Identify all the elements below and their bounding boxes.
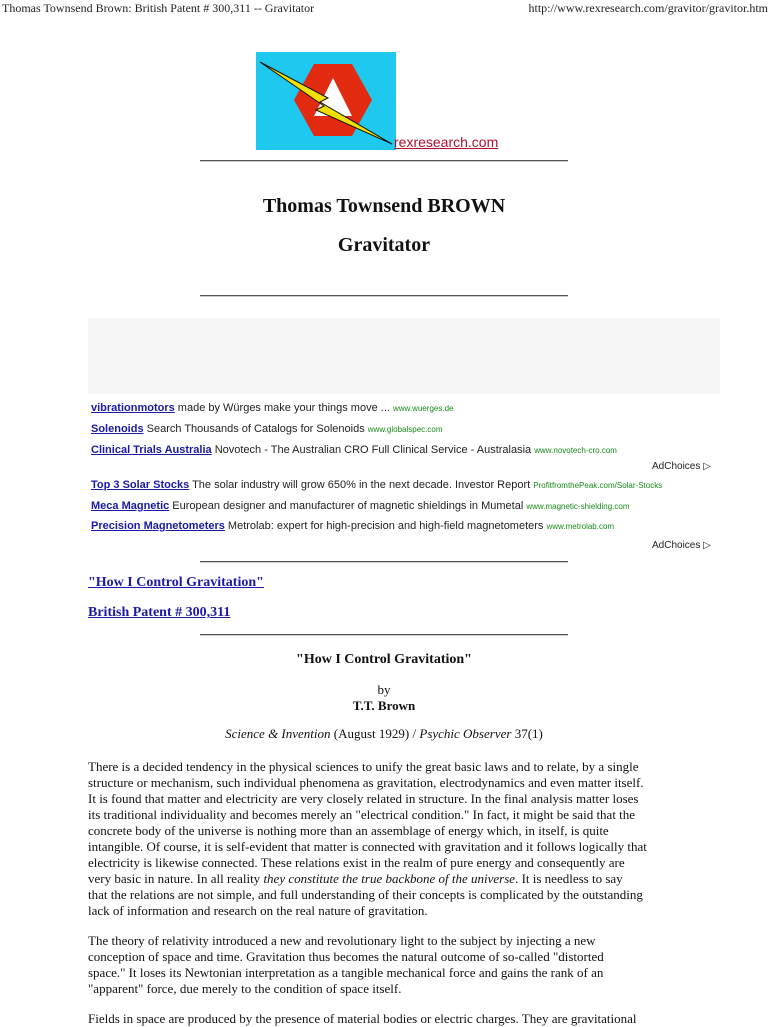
link-how-i-control-gravitation[interactable]: "How I Control Gravitation" xyxy=(88,575,264,590)
text-line: structure or mechanism, such individual phenomena as gravitation, electrodynamics and even matter itself. xyxy=(88,775,644,790)
author-heading: Thomas Townsend BROWN xyxy=(262,195,506,217)
source-date: (August 1929) / xyxy=(330,726,420,741)
text-span: . It is needless to say xyxy=(515,871,623,886)
print-header xyxy=(0,0,768,16)
divider xyxy=(200,561,568,563)
text-line: "apparent" force, due merely to the condition of space itself. xyxy=(88,981,402,996)
article-source xyxy=(0,726,768,742)
article-title: "How I Control Gravitation" xyxy=(296,652,472,667)
text-line: There is a decided tendency in the physical sciences to unify the great basic laws and to relate, by a single xyxy=(88,759,639,774)
ad-item xyxy=(91,500,630,512)
ad-link[interactable]: Precision Magnetometers xyxy=(91,520,225,532)
ad-url[interactable]: www.wuerges.de xyxy=(393,404,454,413)
source-publication: Science & Invention xyxy=(225,726,331,741)
text-line: concrete body of the universe is nothing more than an assemblage of energy which, in itself, is quite xyxy=(88,823,609,838)
ad-text: Search Thousands of Catalogs for Solenoids xyxy=(143,423,365,435)
text-line: The theory of relativity introduced a new and revolutionary light to the subject by injecting a new xyxy=(88,933,596,948)
ad-url[interactable]: www.novotech-cro.com xyxy=(534,446,617,455)
text-line: conception of space and time. Gravitation thus becomes the natural outcome of so-called "distorted xyxy=(88,949,604,964)
divider xyxy=(200,295,568,297)
subject-heading: Gravitator xyxy=(337,234,431,256)
ad-banner xyxy=(88,318,720,394)
logo-text[interactable]: rexresearch.com xyxy=(394,134,499,150)
play-triangle-icon: ▷ xyxy=(703,461,711,472)
adchoices-link[interactable] xyxy=(652,461,711,472)
ad-url[interactable]: www.globalspec.com xyxy=(367,425,443,434)
text-line: It is found that matter and electricity are very closely related in structure. In the final analysis matter loses xyxy=(88,791,639,806)
adchoices-label: AdChoices xyxy=(652,540,701,551)
logo-hexagon-icon xyxy=(256,52,396,150)
ad-link[interactable]: Top 3 Solar Stocks xyxy=(91,479,190,491)
adchoices-label: AdChoices xyxy=(652,461,701,472)
ad-link[interactable]: vibrationmotors xyxy=(91,402,175,414)
play-triangle-icon: ▷ xyxy=(703,540,711,551)
ad-item xyxy=(91,402,453,414)
text-line: that the relations are not simple, and full understanding of their concepts is complicated by the outstanding xyxy=(88,887,643,902)
ad-url[interactable]: ProfitfromthePeak.com/Solar-Stocks xyxy=(533,481,663,490)
text-line: its traditional individuality and becomes merely an "electrical condition." In fact, it might be said that the xyxy=(88,807,636,822)
text-span: very basic in nature. In all reality xyxy=(88,871,264,886)
ad-text: made by Würges make your things move ... xyxy=(174,402,390,414)
ad-text: European designer and manufacturer of magnetic shieldings in Mumetal xyxy=(169,500,524,512)
divider xyxy=(200,634,568,636)
text-line: space." It loses its Newtonian interpretation as a tangible mechanical force and gains the rank of an xyxy=(88,965,604,980)
adchoices-link[interactable] xyxy=(652,540,711,551)
ad-item xyxy=(91,444,617,456)
ad-link[interactable]: Clinical Trials Australia xyxy=(91,444,212,456)
article-paragraph xyxy=(88,1011,688,1027)
ad-text: Novotech - The Australian CRO Full Clinical Service - Australasia xyxy=(211,444,532,456)
link-british-patent[interactable]: British Patent # 300,311 xyxy=(88,605,231,620)
article-paragraph xyxy=(88,759,688,919)
rexresearch-logo[interactable] xyxy=(256,52,396,150)
source-issue: 37(1) xyxy=(511,726,543,741)
ad-url[interactable]: www.metrolab.com xyxy=(546,522,615,531)
source-publication-2: Psychic Observer xyxy=(419,726,512,741)
page-url: http://www.rexresearch.com/gravitor/gravitor.htm xyxy=(528,1,768,15)
ad-link[interactable]: Meca Magnetic xyxy=(91,500,170,512)
emphasis-text: they constitute the true backbone of the universe xyxy=(263,871,516,886)
divider xyxy=(200,160,568,162)
ad-item xyxy=(91,423,442,435)
text-line: intangible. Of course, it is self-evident that matter is connected with gravitation and it follows logically that xyxy=(88,839,647,854)
ad-link[interactable]: Solenoids xyxy=(91,423,144,435)
text-line: electricity is likewise connected. These relations exist in the realm of pure energy and consequently are xyxy=(88,855,625,870)
text-line: lack of information and research on the real nature of gravitation. xyxy=(88,903,428,918)
text-line: Fields in space are produced by the presence of material bodies or electric charges. They are gravitational xyxy=(88,1011,637,1026)
ad-item xyxy=(91,520,614,532)
ad-text: Metrolab: expert for high-precision and high-field magnetometers xyxy=(224,520,544,532)
ad-item xyxy=(91,479,662,491)
article-author: T.T. Brown xyxy=(352,698,416,713)
article-paragraph xyxy=(88,933,688,997)
ad-url[interactable]: www.magnetic-shielding.com xyxy=(526,502,630,511)
page-title: Thomas Townsend Brown: British Patent # 300,311 -- Gravitator xyxy=(2,1,315,15)
ad-text: The solar industry will grow 650% in the next decade. Investor Report xyxy=(189,479,531,491)
article-by: by xyxy=(377,682,391,697)
text-line xyxy=(88,871,688,887)
